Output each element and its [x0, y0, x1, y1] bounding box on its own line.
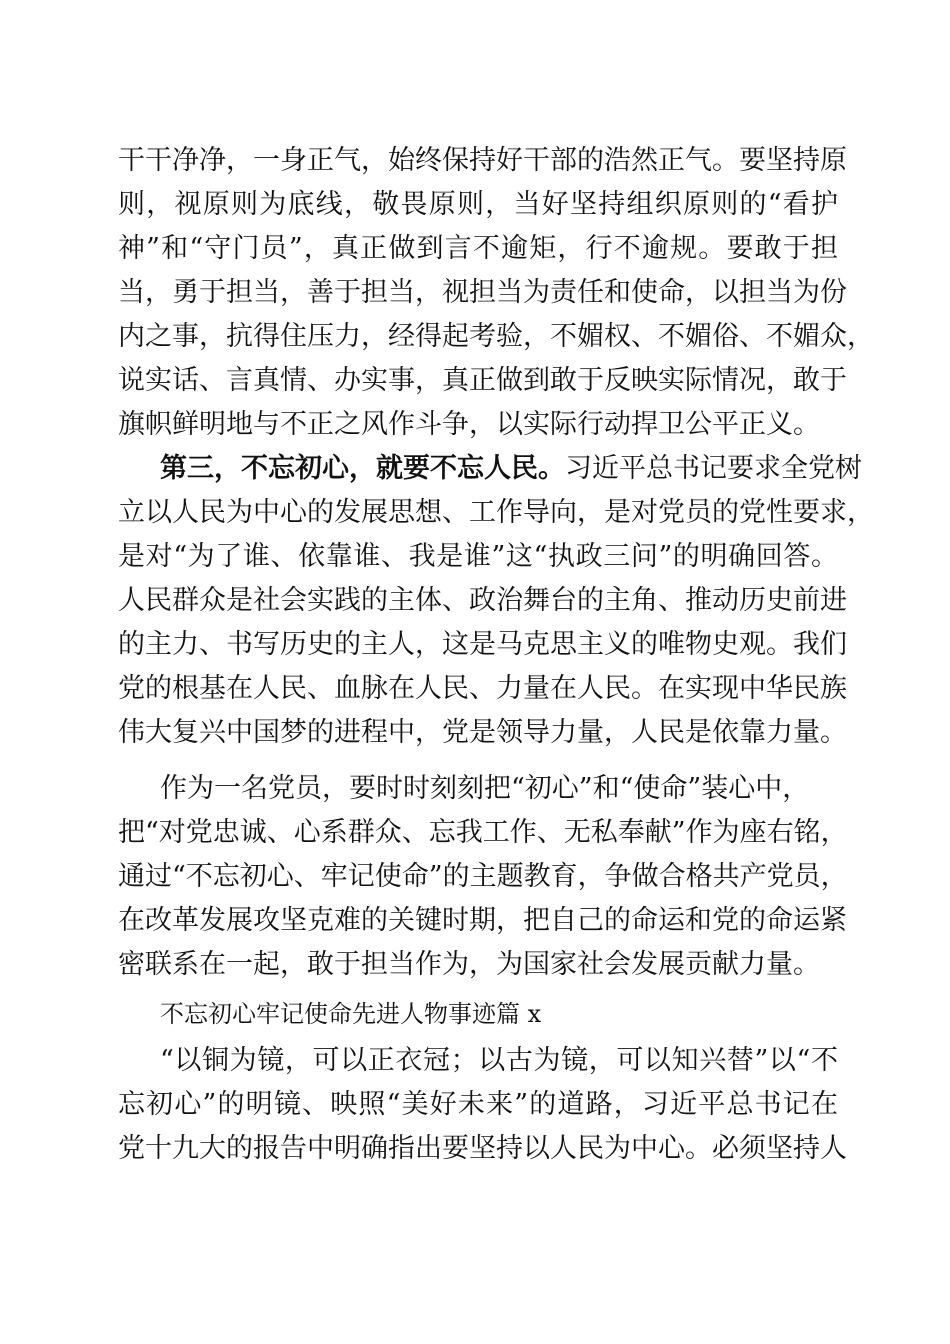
text-line: 忘初心”的明镜、映照“美好未来”的道路，习近平总书记在	[118, 1089, 838, 1120]
text-line: 党十九大的报告中明确指出要坚持以人民为中心。必须坚持人	[118, 1133, 847, 1164]
text-line: 的主力、书写历史的主人，这是马克思主义的唯物史观。我们	[118, 629, 847, 660]
text-line: 密联系在一起，敢于担当作为，为国家社会发展贡献力量。	[118, 949, 820, 980]
text-line: 当，勇于担当，善于担当，视担当为责任和使命，以担当为份	[118, 277, 847, 308]
text-line: 在改革发展攻坚克难的关键时期，把自己的命运和党的命运紧	[118, 905, 847, 936]
text-line: 把“对党忠诚、心系群众、忘我工作、无私奉献”作为座右铭，	[118, 817, 848, 848]
text-line: 说实话、言真情、办实事，真正做到敢于反映实际情况，敢于	[118, 365, 847, 396]
paragraph-first-line	[160, 447, 862, 491]
text-line: 伟大复兴中国梦的进程中，党是领导力量，人民是依靠力量。	[118, 717, 847, 748]
text-line: 神”和“守门员”，真正做到言不逾矩，行不逾规。要敢于担	[118, 233, 838, 264]
text-line: 立以人民为中心的发展思想、工作导向，是对党员的党性要求，	[118, 497, 874, 528]
text-line: 是对“为了谁、依靠谁、我是谁”这“执政三问”的明确回答。	[118, 541, 838, 572]
section-title: 不忘初心牢记使命先进人物事迹篇 x	[160, 1000, 542, 1028]
paragraph-first-line: “以铜为镜，可以正衣冠；以古为镜，可以知兴替”以“不	[160, 1045, 838, 1076]
text-line: 干干净净，一身正气，始终保持好干部的浩然正气。要坚持原	[118, 145, 847, 176]
text-line: 旗帜鲜明地与不正之风作斗争，以实际行动捍卫公平正义。	[118, 409, 820, 440]
lead-sentence-rest: 习近平总书记要求全党树	[565, 453, 862, 484]
text-line: 党的根基在人民、血脉在人民、力量在人民。在实现中华民族	[118, 673, 847, 704]
text-line: 则，视原则为底线，敬畏原则，当好坚持组织原则的“看护	[118, 189, 838, 220]
paragraph-first-line: 作为一名党员，要时时刻刻把“初心”和“使命”装心中，	[160, 773, 810, 804]
text-line: 人民群众是社会实践的主体、政治舞台的主角、推动历史前进	[118, 585, 847, 616]
text-line: 内之事，抗得住压力，经得起考验，不媚权、不媚俗、不媚众，	[118, 321, 874, 352]
text-line: 通过“不忘初心、牢记使命”的主题教育，争做合格共产党员，	[118, 861, 848, 892]
bold-lead-sentence: 第三，不忘初心，就要不忘人民。	[160, 453, 565, 484]
